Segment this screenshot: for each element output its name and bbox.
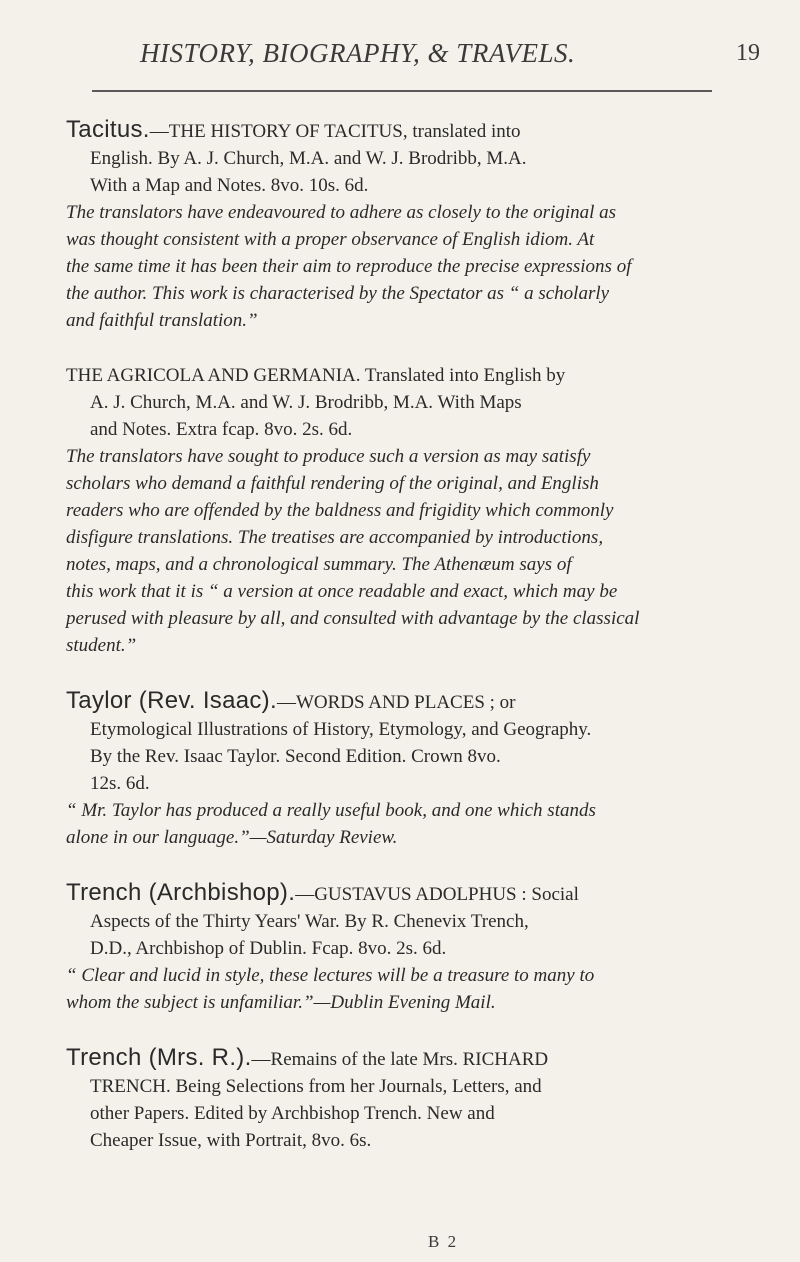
running-head: HISTORY, BIOGRAPHY, & TRAVELS.: [140, 38, 576, 68]
entry-text: —GUSTAVUS ADOLPHUS : Social: [295, 884, 579, 905]
entry-text: —WORDS AND PLACES ; or: [276, 692, 516, 713]
entry-line: TRENCH. Being Selections from her Journals, Letters, and: [90, 1076, 542, 1097]
catalogue-entries: [52, 116, 742, 1182]
review-quote-line: readers who are offended by the baldness and frigidity which commonly: [66, 500, 614, 521]
page-header: [140, 38, 760, 78]
review-quote-line: this work that it is “ a version at once readable and exact, which may be: [66, 581, 618, 602]
entry-line: With a Map and Notes. 8vo. 10s. 6d.: [90, 175, 369, 196]
entry-tacitus-history: [52, 116, 742, 334]
review-quote-line: disfigure translations. The treatises are accompanied by introductions,: [66, 527, 604, 548]
entry-agricola-germania: [52, 362, 742, 659]
entry-line: THE AGRICOLA AND GERMANIA. Translated into English by: [66, 365, 566, 386]
review-quote-line: The translators have endeavoured to adhere as closely to the original as: [66, 202, 617, 223]
entry-line: Aspects of the Thirty Years' War. By R. Chenevix Trench,: [90, 911, 529, 932]
author-heading: Taylor (Rev. Isaac).: [66, 687, 277, 714]
entry-line: D.D., Archbishop of Dublin. Fcap. 8vo. 2s. 6d.: [90, 938, 447, 959]
review-quote-line: whom the subject is unfamiliar.”—Dublin Evening Mail.: [66, 992, 496, 1013]
entry-text: —THE HISTORY OF TACITUS, translated into: [149, 121, 521, 142]
page-number: 19: [736, 40, 760, 66]
entry-line: [52, 1044, 742, 1073]
review-quote-line: notes, maps, and a chronological summary. The Athenæum says of: [66, 554, 572, 575]
review-quote-line: was thought consistent with a proper observance of English idiom. At: [66, 229, 595, 250]
entry-text: —Remains of the late Mrs. RICHARD: [251, 1049, 549, 1070]
review-quote-line: The translators have sought to produce such a version as may satisfy: [66, 446, 591, 467]
entry-line: [52, 687, 742, 716]
review-quote-line: scholars who demand a faithful rendering of the original, and English: [66, 473, 599, 494]
review-quote-line: student.”: [66, 635, 137, 656]
entry-line: [52, 116, 742, 145]
entry-line: English. By A. J. Church, M.A. and W. J. Brodribb, M.A.: [90, 148, 527, 169]
author-heading: Tacitus.: [66, 116, 150, 143]
entry-line: 12s. 6d.: [90, 773, 150, 794]
header-rule: [92, 90, 712, 92]
entry-line: A. J. Church, M.A. and W. J. Brodribb, M.A. With Maps: [90, 392, 522, 413]
review-quote-line: “ Clear and lucid in style, these lectures will be a treasure to many to: [66, 965, 595, 986]
entry-line: Cheaper Issue, with Portrait, 8vo. 6s.: [90, 1130, 372, 1151]
entry-taylor-words-places: [52, 687, 742, 851]
review-quote-line: “ Mr. Taylor has produced a really useful book, and one which stands: [66, 800, 596, 821]
entry-line: Etymological Illustrations of History, Etymology, and Geography.: [90, 719, 592, 740]
review-quote-line: the same time it has been their aim to reproduce the precise expressions of: [66, 256, 632, 277]
review-quote-line: alone in our language.”—Saturday Review.: [66, 827, 398, 848]
entry-line: and Notes. Extra fcap. 8vo. 2s. 6d.: [90, 419, 353, 440]
review-quote-line: perused with pleasure by all, and consulted with advantage by the classical: [66, 608, 640, 629]
entry-line: [52, 879, 742, 908]
review-quote-line: the author. This work is characterised by the Spectator as “ a scholarly: [66, 283, 610, 304]
review-quote-line: and faithful translation.”: [66, 310, 258, 331]
printer-signature: B 2: [428, 1232, 459, 1251]
entry-trench-remains: [52, 1044, 742, 1154]
author-heading: Trench (Archbishop).: [66, 879, 296, 906]
author-heading: Trench (Mrs. R.).: [66, 1044, 252, 1071]
entry-line: By the Rev. Isaac Taylor. Second Edition. Crown 8vo.: [90, 746, 501, 767]
entry-trench-gustavus: [52, 879, 742, 1016]
entry-line: other Papers. Edited by Archbishop Trench. New and: [90, 1103, 495, 1124]
